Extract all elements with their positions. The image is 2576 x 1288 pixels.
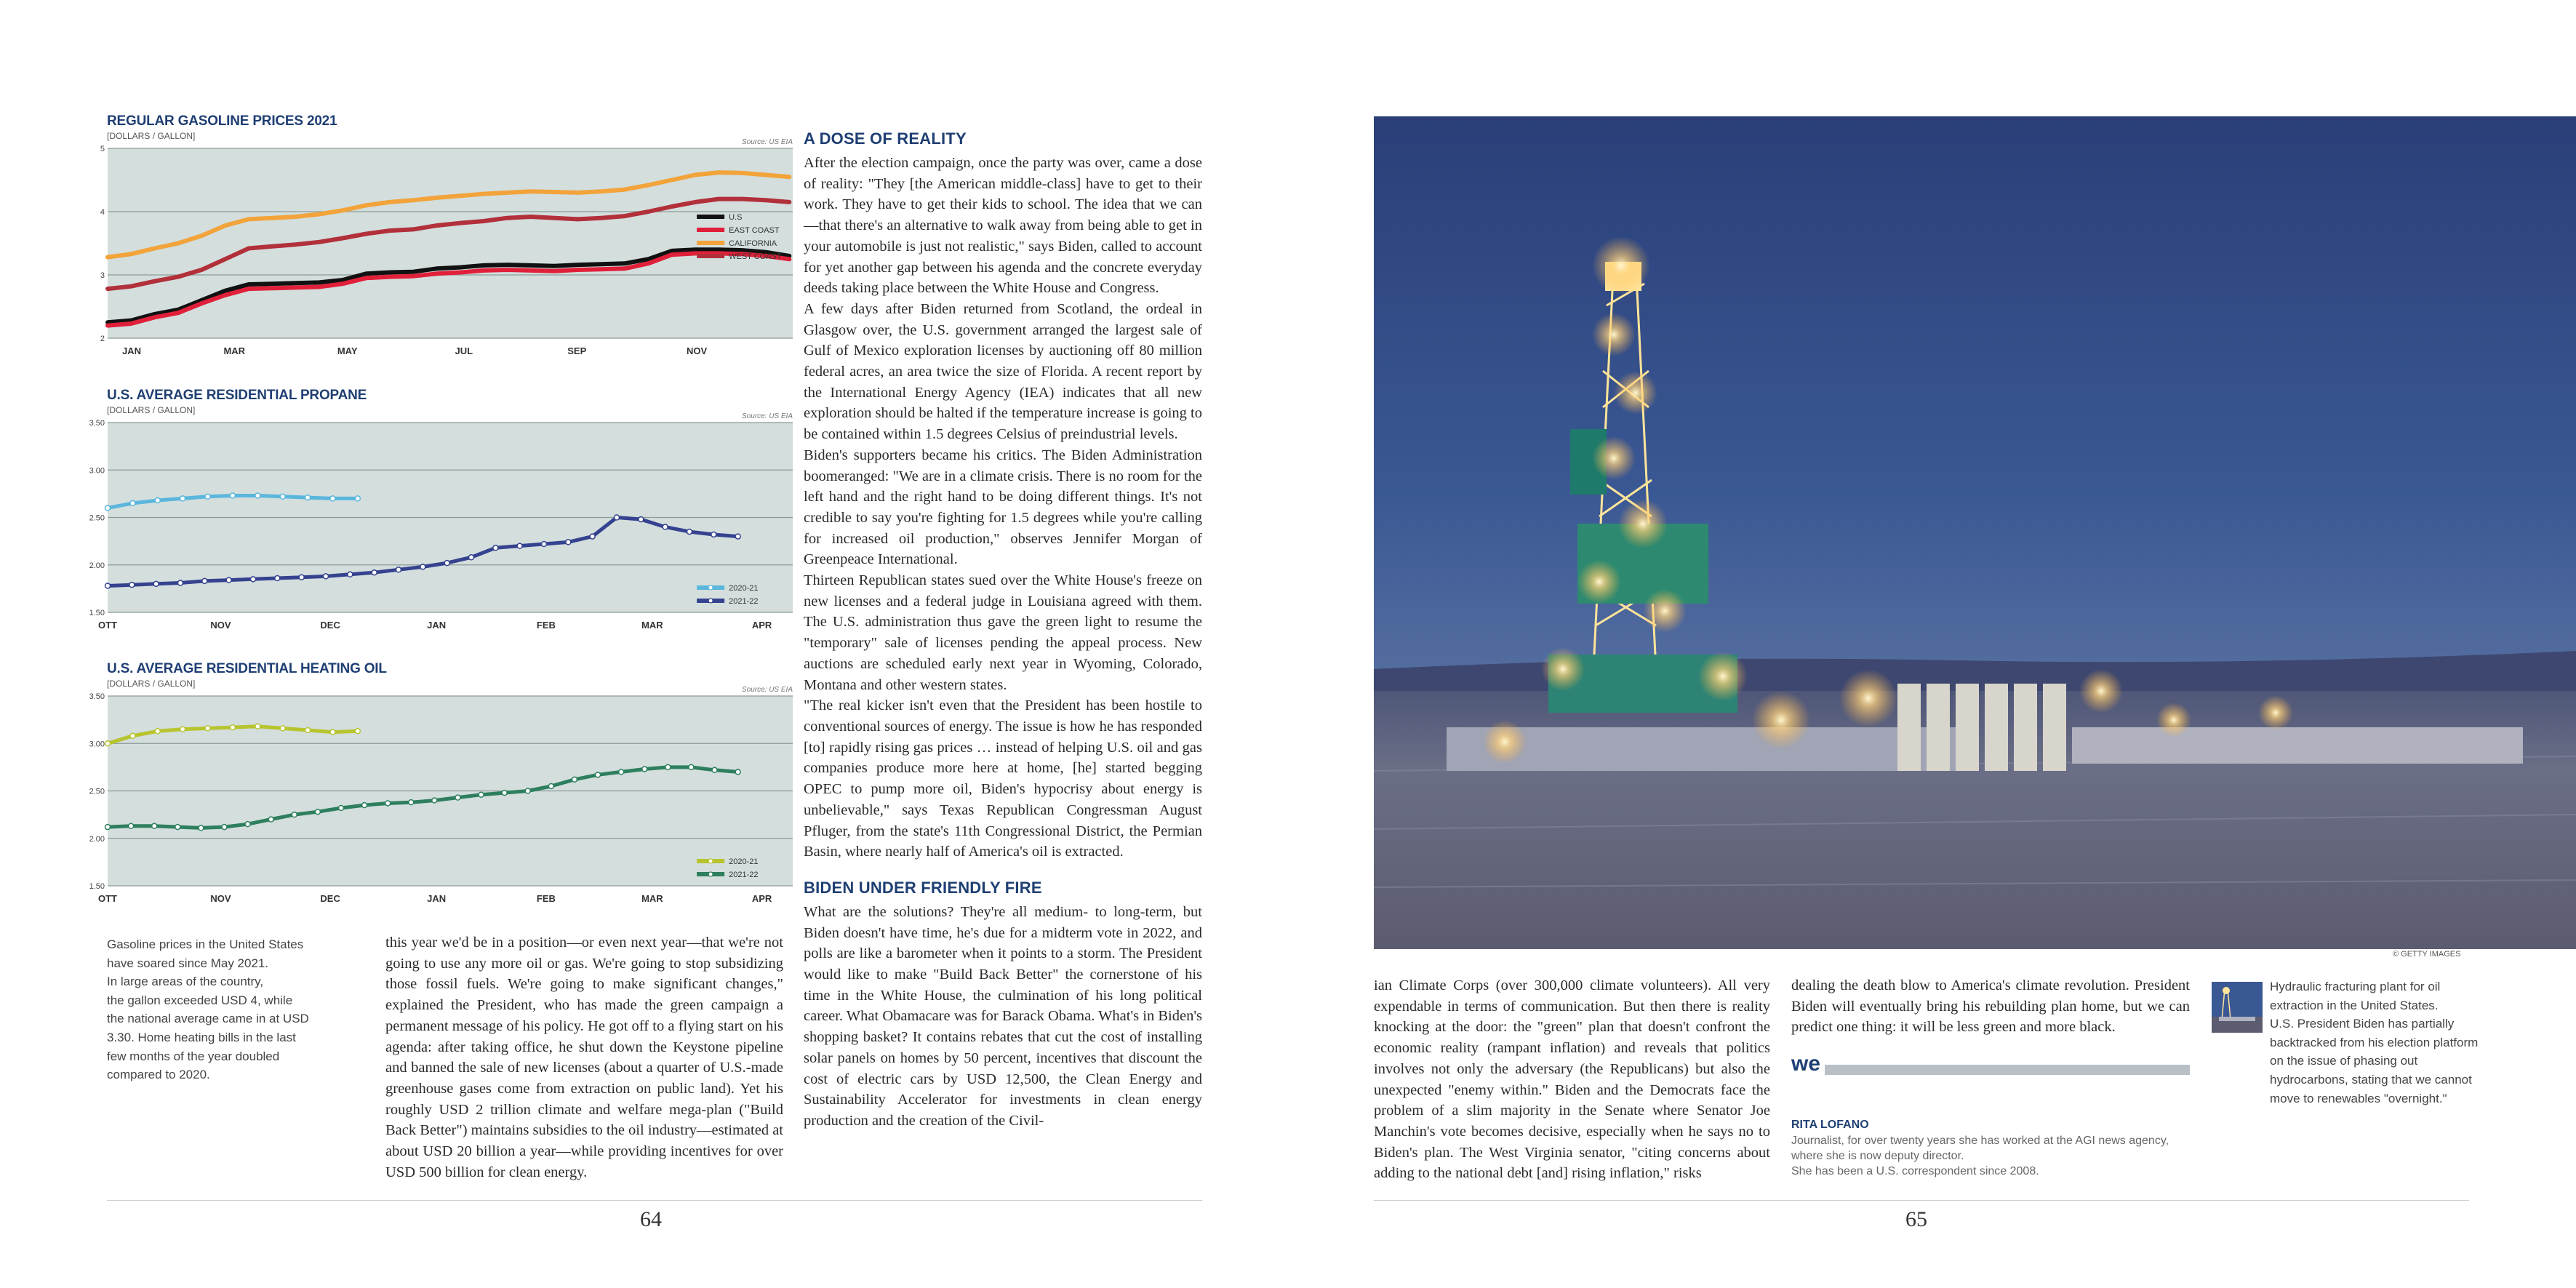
- data-point: [348, 572, 353, 577]
- data-point: [330, 496, 335, 501]
- y-tick-label: 3.50: [89, 419, 105, 428]
- data-point: [315, 809, 320, 815]
- data-point: [330, 729, 335, 735]
- x-tick-label: APR: [751, 620, 772, 631]
- y-tick-label: 4: [100, 208, 105, 217]
- author-bio-line: Journalist, for over twenty years she has worked at the AGI news agency,: [1791, 1135, 2169, 1147]
- data-point: [105, 825, 111, 830]
- data-point: [255, 493, 260, 498]
- legend-label: 2021-22: [729, 597, 759, 606]
- data-point: [230, 725, 235, 730]
- paragraph: ian Climate Corps (over 300,000 climate volunteers). All very expendable in terms of communication. But then there is reality knocking at the door: the "green" plan that doesn't confront the economic reality (rampant inflation) and reveals that politics involves not only the adversary (the Republicans) but also the unexpected "enemy within." Biden and the Democrats face the problem of a slim majority in the Senate where Senator Joe Manchin's vote becomes decisive, especially when he says no to Biden's plan. The West Virginia senator, "citing concerns about adding to the national debt [and] rising inflation," risks: [1374, 977, 1770, 1182]
- data-point: [468, 555, 473, 560]
- caption-left: [107, 935, 354, 1084]
- data-point: [105, 741, 111, 746]
- x-tick-label: MAR: [641, 893, 663, 904]
- caption-right-line: move to renewables "overnight.": [2270, 1091, 2447, 1105]
- data-point: [202, 578, 207, 583]
- legend-label: EAST COAST: [729, 225, 780, 235]
- data-point: [548, 783, 553, 788]
- caption-right-line: extraction in the United States.: [2270, 998, 2439, 1012]
- caption-left-line: 3.30. Home heating bills in the last: [107, 1030, 296, 1044]
- brand-logo: we: [1791, 1053, 1825, 1075]
- data-point: [226, 577, 231, 583]
- data-point: [205, 494, 210, 499]
- article-column-left-bottom: [385, 932, 783, 1183]
- chart-title-propane: U.S. AVERAGE RESIDENTIAL PROPANE: [107, 388, 367, 403]
- caption-right: [2270, 977, 2517, 1108]
- data-point: [129, 583, 135, 588]
- caption-left-line: the national average came in at USD: [107, 1012, 309, 1026]
- caption-right-line: hydrocarbons, stating that we cannot: [2270, 1072, 2472, 1087]
- y-tick-label: 2.00: [89, 834, 105, 844]
- gasoline-chart: [87, 131, 793, 371]
- data-point: [642, 767, 647, 772]
- x-tick-label: DEC: [320, 620, 340, 631]
- x-tick-label: NOV: [210, 620, 231, 631]
- section-heading-dose-of-reality: A DOSE OF REALITY: [804, 129, 967, 148]
- data-point: [493, 545, 498, 551]
- footer-rule-right: [1374, 1200, 2469, 1201]
- chart-title-heating-oil: U.S. AVERAGE RESIDENTIAL HEATING OIL: [107, 661, 387, 676]
- x-tick-label: APR: [751, 893, 772, 904]
- data-point: [222, 825, 227, 830]
- data-point: [177, 580, 183, 585]
- x-tick-label: OTT: [98, 620, 117, 631]
- caption-left-line: have soared since May 2021.: [107, 956, 269, 970]
- x-tick-label: NOV: [687, 345, 708, 356]
- brand-bar-fill: [1791, 1065, 2190, 1075]
- article-column-right-2: [1791, 975, 2190, 1038]
- legend-marker: [708, 859, 713, 863]
- heating-oil-chart: [87, 679, 793, 919]
- brand-bar: [1791, 1052, 2190, 1076]
- y-tick-label: 3.00: [89, 466, 105, 476]
- data-point: [663, 524, 668, 529]
- data-point: [130, 500, 135, 505]
- data-point: [432, 798, 437, 803]
- data-point: [105, 583, 111, 588]
- thumbnail-photo: [2212, 982, 2263, 1033]
- y-tick-label: 5: [100, 145, 105, 153]
- x-tick-label: FEB: [536, 620, 556, 631]
- data-point: [525, 788, 530, 793]
- y-tick-label: 1.50: [89, 882, 105, 891]
- page-number-left: 64: [640, 1207, 662, 1231]
- data-point: [338, 805, 343, 810]
- paragraph: dealing the death blow to America's climate revolution. President Biden will eventually bring his rebuilding plan home, but we can predict one thing: it will be less green and more black.: [1791, 977, 2190, 1036]
- fracking-plant-photo: [1374, 116, 2576, 949]
- chart-source: Source: US EIA: [741, 138, 793, 146]
- x-tick-label: MAR: [223, 345, 246, 356]
- data-point: [385, 801, 391, 806]
- data-point: [502, 791, 507, 796]
- x-tick-label: OTT: [98, 893, 117, 904]
- legend-marker: [708, 872, 713, 876]
- legend-marker: [708, 599, 713, 603]
- data-point: [175, 825, 180, 830]
- x-tick-label: NOV: [210, 893, 231, 904]
- data-point: [541, 542, 546, 547]
- x-tick-label: MAY: [337, 345, 358, 356]
- data-point: [153, 581, 159, 586]
- data-point: [572, 777, 577, 782]
- data-point: [665, 764, 671, 769]
- data-point: [596, 772, 601, 777]
- paragraph: Thirteen Republican states sued over the White House's freeze on new licenses and a federal judge in Louisiana agreed with them. The U.S. administration thus gave the green light to resume the "temporary" sale of licenses pending the appeal process. New auctions are scheduled early next year in Wyoming, Colorado, Montana and other western states.: [804, 572, 1202, 693]
- data-point: [152, 823, 157, 828]
- data-point: [205, 726, 210, 731]
- data-point: [362, 803, 367, 808]
- data-point: [323, 574, 328, 579]
- data-point: [639, 517, 644, 522]
- data-point: [689, 764, 694, 769]
- caption-left-line: the gallon exceeded USD 4, while: [107, 993, 293, 1007]
- data-point: [566, 540, 571, 545]
- section-heading-friendly-fire: BIDEN UNDER FRIENDLY FIRE: [804, 878, 1042, 897]
- y-tick-label: 2: [100, 335, 105, 343]
- x-tick-label: SEP: [567, 345, 587, 356]
- chart-source: Source: US EIA: [741, 686, 793, 694]
- data-point: [619, 769, 624, 775]
- article-column-right-1: [1374, 975, 1770, 1184]
- legend-label: 2020-21: [729, 584, 759, 593]
- data-point: [590, 534, 595, 539]
- paragraph: Biden's supporters became his critics. The Biden Administration boomeranged: "We are in a climate crisis. There is no room for the left hand and the right hand to be doing different things. It's not credible to say you're fighting for 1.5 degrees while you're calling for increased oil production," observes Jennifer Morgan of Greenpeace International.: [804, 447, 1202, 568]
- caption-left-line: Gasoline prices in the United States: [107, 937, 304, 951]
- paragraph: this year we'd be in a position—or even next year—that we're not going to use any more oil or gas. We're going to stop subsidizing those fossil fuels. We're going to make significant changes," explained the President, who has made the green campaign a permanent message of his policy. He got off to a flying start on his agenda: after taking office, he shut down the Keystone pipeline and banned the sale of new licenses (about a quarter of U.S.-made greenhouse gases come from extraction on public land). Yet his roughly USD 2 trillion climate and welfare mega-plan ("Build Back Better") maintains subsidies to the oil industry—estimated at about USD 20 billion a year—while providing incentives for over USD 500 billion for clean energy.: [385, 935, 783, 1180]
- data-point: [409, 800, 414, 805]
- legend-label: WEST COAST: [729, 252, 782, 261]
- data-point: [250, 577, 255, 582]
- footer-rule-left: [107, 1200, 1202, 1201]
- legend-marker: [708, 585, 713, 590]
- caption-left-line: In large areas of the country,: [107, 975, 264, 989]
- data-point: [735, 769, 740, 775]
- data-point: [280, 494, 285, 499]
- caption-left-line: few months of the year doubled: [107, 1049, 280, 1063]
- data-point: [712, 767, 717, 772]
- data-point: [255, 724, 260, 729]
- data-point: [180, 496, 185, 501]
- data-point: [305, 727, 311, 732]
- legend-label: 2021-22: [729, 871, 759, 879]
- data-point: [155, 498, 160, 503]
- data-point: [129, 823, 134, 828]
- author-bio: [1791, 1133, 2199, 1179]
- data-point: [280, 726, 285, 731]
- article-column-middle: [804, 129, 1202, 1132]
- author-name: RITA LOFANO: [1791, 1119, 1869, 1131]
- chart-unit-gasoline: [DOLLARS / GALLON]: [107, 131, 196, 141]
- data-point: [372, 570, 377, 575]
- paragraph: What are the solutions? They're all medium- to long-term, but Biden doesn't have time, he's due for a midterm vote in 2022, and polls are like a barometer when it points to a storm. The President would like to make "Build Back Better" the cornerstone of his time in the White House, the culmination of his long political career. What Obamacare was for Barack Obama. What's in Biden's shopping basket? It contains rebates that cut the cost of installing solar panels on homes by 50 percent, incentives that discount the cost of electric cars by USD 12,500, the Clean Energy and Sustainability Accelerator for investments in clean energy production and the creation of the Civil-: [804, 903, 1202, 1129]
- chart-unit-propane: [DOLLARS / GALLON]: [107, 405, 196, 415]
- x-tick-label: MAR: [641, 620, 663, 631]
- data-point: [180, 727, 185, 732]
- page-number-right: 65: [1905, 1207, 1927, 1231]
- data-point: [614, 515, 619, 520]
- y-tick-label: 2.00: [89, 561, 105, 570]
- data-point: [517, 543, 522, 548]
- data-point: [396, 567, 401, 572]
- data-point: [268, 817, 273, 822]
- data-point: [130, 733, 135, 738]
- data-point: [105, 505, 111, 511]
- caption-right-line: U.S. President Biden has partially: [2270, 1017, 2455, 1031]
- data-point: [275, 576, 280, 581]
- legend-label: U.S: [729, 212, 743, 222]
- x-tick-label: JAN: [427, 620, 447, 631]
- data-point: [299, 575, 304, 580]
- x-tick-label: JUL: [455, 345, 473, 356]
- photo-credit: © GETTY IMAGES: [2393, 950, 2461, 959]
- paragraph: A few days after Biden returned from Scotland, the ordeal in Glasgow over, the U.S. government arranged the largest sale of Gulf of Mexico exploration licenses by auctioning off 80 million federal acres, an area twice the size of Florida. A recent report by the International Energy Agency (IEA) indicates that all new exploration should be halted if the temperature increase is going to be contained within 1.5 degrees Celsius of preindustrial levels.: [804, 300, 1202, 443]
- paragraph: "The real kicker isn't even that the President has been hostile to conventional sources of energy. The issue is how he has responded [to] rapidly rising gas prices … instead of helping U.S. oil and gas companies produce more here at home, [he] started begging OPEC to pump more oil, Biden's hypocrisy about energy is unbelievable," says Texas Republican Congressman August Pfluger, from the state's 11th Congressional District, the Permian Basin, where nearly half of America's oil is extracted.: [804, 697, 1202, 860]
- legend-label: CALIFORNIA: [729, 239, 777, 248]
- data-point: [735, 534, 740, 539]
- x-tick-label: JAN: [121, 345, 141, 356]
- data-point: [245, 822, 250, 827]
- caption-left-line: compared to 2020.: [107, 1068, 210, 1082]
- propane-chart: [87, 405, 793, 645]
- y-tick-label: 3: [100, 271, 105, 280]
- data-point: [455, 795, 460, 800]
- data-point: [292, 812, 297, 817]
- data-point: [305, 495, 311, 500]
- caption-right-line: Hydraulic fracturing plant for oil: [2270, 980, 2441, 993]
- author-bio-line: She has been a U.S. correspondent since 2008.: [1791, 1165, 2039, 1177]
- caption-right-line: on the issue of phasing out: [2270, 1054, 2418, 1068]
- data-point: [355, 729, 360, 734]
- chart-title-gasoline: REGULAR GASOLINE PRICES 2021: [107, 113, 337, 129]
- chart-source: Source: US EIA: [741, 412, 793, 420]
- author-bio-line: where she is now deputy director.: [1791, 1150, 1964, 1162]
- y-tick-label: 3.50: [89, 692, 105, 701]
- x-tick-label: JAN: [427, 893, 447, 904]
- data-point: [155, 729, 160, 734]
- data-point: [355, 496, 360, 501]
- caption-right-line: backtracked from his election platform: [2270, 1035, 2479, 1049]
- y-tick-label: 1.50: [89, 609, 105, 617]
- data-point: [420, 564, 425, 569]
- x-tick-label: FEB: [536, 893, 556, 904]
- data-point: [687, 529, 692, 535]
- data-point: [199, 825, 204, 831]
- y-tick-label: 3.00: [89, 740, 105, 749]
- legend-label: 2020-21: [729, 857, 759, 866]
- y-tick-label: 2.50: [89, 513, 105, 523]
- data-point: [479, 792, 484, 797]
- x-tick-label: DEC: [320, 893, 340, 904]
- y-tick-label: 2.50: [89, 787, 105, 796]
- data-point: [230, 493, 235, 498]
- chart-unit-heating-oil: [DOLLARS / GALLON]: [107, 679, 196, 689]
- data-point: [711, 532, 716, 537]
- paragraph: After the election campaign, once the party was over, came a dose of reality: "They [the American middle-class] have to get to their work. They have to get their kids to school. The idea that we can—that there's an alternative to walk away from being able to get in your automobile is just not realistic," says Biden, called to account for yet another gap between his agenda and the concrete everyday deeds taking place between the White House and Congress.: [804, 155, 1202, 297]
- data-point: [444, 561, 449, 566]
